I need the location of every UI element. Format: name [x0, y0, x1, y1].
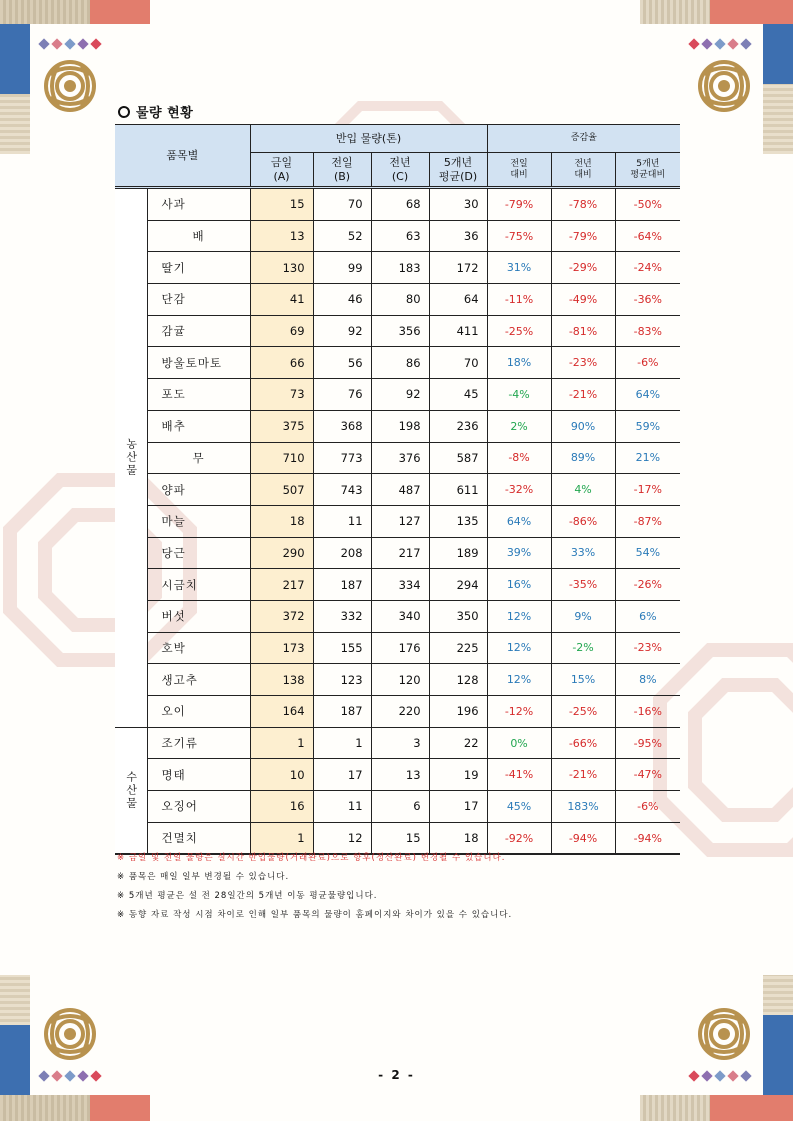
table-row — [115, 822, 680, 854]
today-value: 66 — [250, 347, 313, 379]
lastyear-value: 63 — [371, 220, 429, 252]
change-vs-prev: -8% — [487, 442, 551, 474]
table-row — [115, 220, 680, 252]
right-cream-stripe — [763, 84, 793, 154]
prev-value: 17 — [313, 759, 371, 791]
change-vs-5yr: -87% — [615, 505, 680, 537]
top-left-stripe — [0, 0, 90, 24]
left-blue-stripe — [0, 24, 30, 94]
change-vs-lastyear: -23% — [551, 347, 615, 379]
category-fish: 수산물 — [115, 727, 147, 854]
item-name: 감귤 — [147, 315, 250, 347]
today-value: 173 — [250, 632, 313, 664]
table-row — [115, 759, 680, 791]
table-row — [115, 664, 680, 696]
prev-value: 11 — [313, 791, 371, 823]
change-vs-lastyear: -21% — [551, 379, 615, 411]
today-value: 375 — [250, 410, 313, 442]
category-agri: 농산물 — [115, 188, 147, 728]
change-vs-5yr: 64% — [615, 379, 680, 411]
item-name: 건멸치 — [147, 822, 250, 854]
lastyear-value: 127 — [371, 505, 429, 537]
table-row — [115, 347, 680, 379]
lastyear-value: 68 — [371, 188, 429, 221]
today-value: 290 — [250, 537, 313, 569]
item-name: 오이 — [147, 696, 250, 728]
change-vs-5yr: -94% — [615, 822, 680, 854]
change-vs-5yr: -36% — [615, 284, 680, 316]
lastyear-value: 487 — [371, 474, 429, 506]
item-name: 배추 — [147, 410, 250, 442]
avg5-value: 19 — [429, 759, 487, 791]
change-vs-5yr: -16% — [615, 696, 680, 728]
item-name: 단감 — [147, 284, 250, 316]
lastyear-value: 13 — [371, 759, 429, 791]
today-value: 10 — [250, 759, 313, 791]
lastyear-value: 3 — [371, 727, 429, 759]
col-vs-5yr: 5개년 평균대비 — [615, 153, 680, 188]
item-name: 명태 — [147, 759, 250, 791]
today-value: 73 — [250, 379, 313, 411]
prev-value: 11 — [313, 505, 371, 537]
change-vs-5yr: -83% — [615, 315, 680, 347]
lastyear-value: 80 — [371, 284, 429, 316]
prev-value: 743 — [313, 474, 371, 506]
item-name: 사과 — [147, 188, 250, 221]
change-vs-lastyear: -25% — [551, 696, 615, 728]
change-vs-prev: 12% — [487, 632, 551, 664]
today-value: 13 — [250, 220, 313, 252]
table-row — [115, 252, 680, 284]
prev-value: 99 — [313, 252, 371, 284]
header-volume: 반입 물량(톤) — [250, 125, 487, 153]
change-vs-prev: 0% — [487, 727, 551, 759]
col-lastyear: 전년 (C) — [371, 153, 429, 188]
avg5-value: 236 — [429, 410, 487, 442]
top-right-red-stripe — [710, 0, 793, 24]
prev-value: 208 — [313, 537, 371, 569]
bottom-right-blue-stripe — [763, 1015, 793, 1095]
avg5-value: 22 — [429, 727, 487, 759]
item-name: 마늘 — [147, 505, 250, 537]
right-blue-stripe — [763, 24, 793, 84]
change-vs-5yr: -6% — [615, 791, 680, 823]
table-row — [115, 600, 680, 632]
change-vs-lastyear: -29% — [551, 252, 615, 284]
today-value: 130 — [250, 252, 313, 284]
col-vs-lastyear: 전년 대비 — [551, 153, 615, 188]
top-left-red-stripe — [90, 0, 150, 24]
today-value: 1 — [250, 822, 313, 854]
prev-value: 123 — [313, 664, 371, 696]
item-name: 배 — [147, 220, 250, 252]
change-vs-5yr: -50% — [615, 188, 680, 221]
change-vs-5yr: -47% — [615, 759, 680, 791]
today-value: 18 — [250, 505, 313, 537]
change-vs-5yr: 54% — [615, 537, 680, 569]
item-name: 포도 — [147, 379, 250, 411]
change-vs-lastyear: 4% — [551, 474, 615, 506]
lattice-watermark-top-icon — [300, 96, 500, 126]
prev-value: 773 — [313, 442, 371, 474]
table-row — [115, 505, 680, 537]
col-vs-prev: 전일 대비 — [487, 153, 551, 188]
lastyear-value: 376 — [371, 442, 429, 474]
table-row — [115, 569, 680, 601]
avg5-value: 45 — [429, 379, 487, 411]
prev-value: 368 — [313, 410, 371, 442]
note-line: ※ 금일 및 전일 물량은 실시간 반입물량(거래완료)으로 향후(정산완료) 변경될 수 있습니다. — [117, 853, 506, 863]
item-name: 방울토마토 — [147, 347, 250, 379]
prev-value: 187 — [313, 569, 371, 601]
volume-table — [115, 124, 680, 855]
item-name: 당근 — [147, 537, 250, 569]
item-name: 버섯 — [147, 600, 250, 632]
change-vs-prev: 18% — [487, 347, 551, 379]
bottom-right-band — [640, 1095, 710, 1121]
change-vs-5yr: -6% — [615, 347, 680, 379]
circle-bullet-icon — [118, 106, 130, 118]
change-vs-prev: -11% — [487, 284, 551, 316]
today-value: 16 — [250, 791, 313, 823]
change-vs-lastyear: 183% — [551, 791, 615, 823]
prev-value: 52 — [313, 220, 371, 252]
prev-value: 332 — [313, 600, 371, 632]
bottom-right-cream-stripe — [763, 975, 793, 1015]
change-vs-lastyear: 15% — [551, 664, 615, 696]
table-row — [115, 410, 680, 442]
note-line: ※ 5개년 평균은 설 전 28일간의 5개년 이동 평균물량입니다. — [117, 891, 378, 901]
top-left-ornament-icon — [36, 36, 112, 116]
item-name: 조기류 — [147, 727, 250, 759]
change-vs-lastyear: -81% — [551, 315, 615, 347]
change-vs-prev: 12% — [487, 600, 551, 632]
note-line: ※ 동향 자료 작성 시점 차이로 인해 일부 품목의 물량이 홈페이지와 차이가 있을 수 있습니다. — [117, 910, 513, 920]
table-row — [115, 727, 680, 759]
lastyear-value: 220 — [371, 696, 429, 728]
table-row — [115, 632, 680, 664]
prev-value: 92 — [313, 315, 371, 347]
change-vs-prev: 39% — [487, 537, 551, 569]
lastyear-value: 6 — [371, 791, 429, 823]
lastyear-value: 176 — [371, 632, 429, 664]
change-vs-prev: 31% — [487, 252, 551, 284]
table-row — [115, 315, 680, 347]
prev-value: 155 — [313, 632, 371, 664]
bottom-left-red-band — [90, 1095, 150, 1121]
table-row — [115, 537, 680, 569]
change-vs-lastyear: -2% — [551, 632, 615, 664]
lastyear-value: 217 — [371, 537, 429, 569]
item-name: 양파 — [147, 474, 250, 506]
table-row — [115, 791, 680, 823]
change-vs-5yr: -64% — [615, 220, 680, 252]
change-vs-prev: -4% — [487, 379, 551, 411]
table-row — [115, 379, 680, 411]
avg5-value: 611 — [429, 474, 487, 506]
avg5-value: 30 — [429, 188, 487, 221]
change-vs-prev: -79% — [487, 188, 551, 221]
item-name: 딸기 — [147, 252, 250, 284]
prev-value: 56 — [313, 347, 371, 379]
prev-value: 76 — [313, 379, 371, 411]
lastyear-value: 183 — [371, 252, 429, 284]
lastyear-value: 120 — [371, 664, 429, 696]
avg5-value: 70 — [429, 347, 487, 379]
avg5-value: 587 — [429, 442, 487, 474]
table-row — [115, 696, 680, 728]
today-value: 138 — [250, 664, 313, 696]
change-vs-5yr: -17% — [615, 474, 680, 506]
avg5-value: 128 — [429, 664, 487, 696]
item-name: 생고추 — [147, 664, 250, 696]
item-name: 오징어 — [147, 791, 250, 823]
note-line: ※ 품목은 매일 일부 변경될 수 있습니다. — [117, 872, 290, 882]
item-name: 무 — [147, 442, 250, 474]
prev-value: 12 — [313, 822, 371, 854]
today-value: 217 — [250, 569, 313, 601]
bottom-left-blue-stripe — [0, 1025, 30, 1095]
lastyear-value: 15 — [371, 822, 429, 854]
change-vs-5yr: -24% — [615, 252, 680, 284]
change-vs-lastyear: -94% — [551, 822, 615, 854]
avg5-value: 294 — [429, 569, 487, 601]
change-vs-prev: 2% — [487, 410, 551, 442]
today-value: 507 — [250, 474, 313, 506]
avg5-value: 18 — [429, 822, 487, 854]
table-row — [115, 442, 680, 474]
prev-value: 70 — [313, 188, 371, 221]
avg5-value: 225 — [429, 632, 487, 664]
change-vs-prev: -75% — [487, 220, 551, 252]
change-vs-lastyear: -21% — [551, 759, 615, 791]
lastyear-value: 92 — [371, 379, 429, 411]
change-vs-prev: 64% — [487, 505, 551, 537]
change-vs-lastyear: 89% — [551, 442, 615, 474]
change-vs-5yr: -23% — [615, 632, 680, 664]
change-vs-5yr: -95% — [615, 727, 680, 759]
table-row — [115, 188, 680, 221]
section-title-text: 물량 현황 — [136, 106, 194, 121]
header-item: 품목별 — [115, 125, 250, 188]
change-vs-lastyear: -86% — [551, 505, 615, 537]
avg5-value: 64 — [429, 284, 487, 316]
avg5-value: 135 — [429, 505, 487, 537]
change-vs-lastyear: -35% — [551, 569, 615, 601]
section-title — [118, 102, 193, 121]
today-value: 15 — [250, 188, 313, 221]
change-vs-5yr: 21% — [615, 442, 680, 474]
table-row — [115, 284, 680, 316]
change-vs-lastyear: 90% — [551, 410, 615, 442]
lastyear-value: 356 — [371, 315, 429, 347]
avg5-value: 36 — [429, 220, 487, 252]
change-vs-lastyear: -49% — [551, 284, 615, 316]
col-5yr-avg: 5개년 평균(D) — [429, 153, 487, 188]
page-number: - 2 - — [378, 1068, 415, 1082]
today-value: 710 — [250, 442, 313, 474]
avg5-value: 196 — [429, 696, 487, 728]
today-value: 41 — [250, 284, 313, 316]
bottom-left-cream-stripe — [0, 975, 30, 1025]
change-vs-prev: -92% — [487, 822, 551, 854]
prev-value: 187 — [313, 696, 371, 728]
today-value: 164 — [250, 696, 313, 728]
header-change: 증감율 — [487, 125, 680, 153]
prev-value: 1 — [313, 727, 371, 759]
avg5-value: 411 — [429, 315, 487, 347]
table-row — [115, 474, 680, 506]
change-vs-lastyear: 9% — [551, 600, 615, 632]
change-vs-prev: -32% — [487, 474, 551, 506]
avg5-value: 172 — [429, 252, 487, 284]
item-name: 호박 — [147, 632, 250, 664]
col-prev: 전일 (B) — [313, 153, 371, 188]
change-vs-lastyear: -66% — [551, 727, 615, 759]
bottom-right-red-band — [710, 1095, 793, 1121]
today-value: 372 — [250, 600, 313, 632]
change-vs-prev: -12% — [487, 696, 551, 728]
lastyear-value: 198 — [371, 410, 429, 442]
change-vs-lastyear: -79% — [551, 220, 615, 252]
col-today: 금일 (A) — [250, 153, 313, 188]
today-value: 69 — [250, 315, 313, 347]
top-right-stripe — [640, 0, 710, 24]
prev-value: 46 — [313, 284, 371, 316]
top-right-ornament-icon — [684, 36, 760, 116]
lastyear-value: 340 — [371, 600, 429, 632]
bottom-left-band — [0, 1095, 90, 1121]
item-name: 시금치 — [147, 569, 250, 601]
change-vs-lastyear: 33% — [551, 537, 615, 569]
change-vs-lastyear: -78% — [551, 188, 615, 221]
notes — [117, 854, 512, 930]
lastyear-value: 86 — [371, 347, 429, 379]
left-cream-stripe — [0, 94, 30, 154]
avg5-value: 350 — [429, 600, 487, 632]
change-vs-5yr: -26% — [615, 569, 680, 601]
lastyear-value: 334 — [371, 569, 429, 601]
change-vs-5yr: 59% — [615, 410, 680, 442]
change-vs-5yr: 8% — [615, 664, 680, 696]
change-vs-prev: -41% — [487, 759, 551, 791]
avg5-value: 189 — [429, 537, 487, 569]
change-vs-prev: -25% — [487, 315, 551, 347]
avg5-value: 17 — [429, 791, 487, 823]
change-vs-prev: 12% — [487, 664, 551, 696]
change-vs-prev: 45% — [487, 791, 551, 823]
change-vs-5yr: 6% — [615, 600, 680, 632]
today-value: 1 — [250, 727, 313, 759]
change-vs-prev: 16% — [487, 569, 551, 601]
